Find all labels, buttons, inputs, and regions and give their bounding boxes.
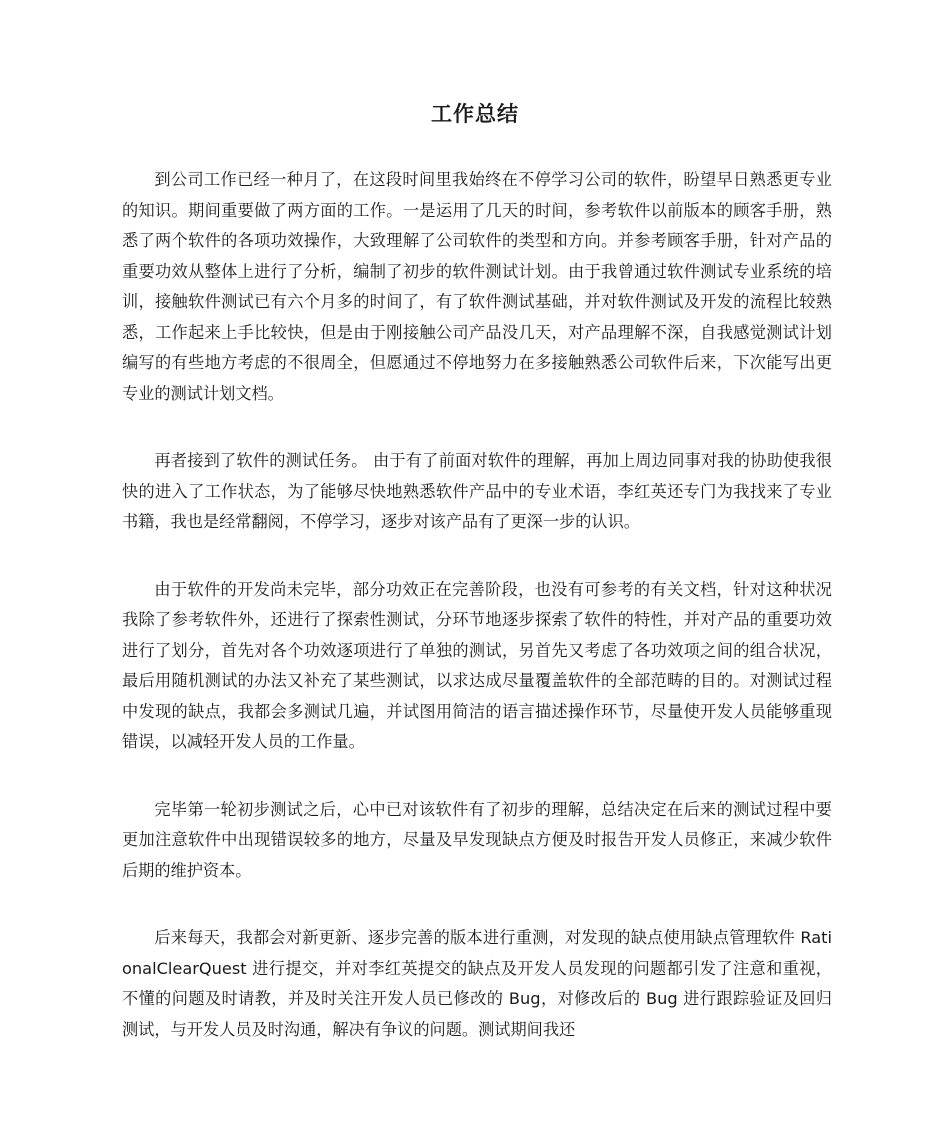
paragraph-5: 后来每天，我都会对新更新、逐步完善的版本进行重测，对发现的缺点使用缺点管理软件 RationalClearQuest 进行提交，并对李红英提交的缺点及开发人员发现的问题都引发了注意和重视，不懂的问题及时请教，并及时关注开发人员已修改的 Bug，对修改后的 Bug 进行跟踪验证及回归测试，与开发人员及时沟通，解决有争议的问题。测试期间我还 xyxy=(122,928,832,1039)
document-body xyxy=(122,165,832,1082)
paragraph-1: 到公司工作已经一种月了，在这段时间里我始终在不停学习公司的软件，盼望早日熟悉更专业的知识。期间重要做了两方面的工作。一是运用了几天的时间，参考软件以前版本的顾客手册，熟悉了两个软件的各项功效操作，大致理解了公司软件的类型和方向。并参考顾客手册，针对产品的重要功效从整体上进行了分析，编制了初步的软件测试计划。由于我曾通过软件测试专业系统的培训，接触软件测试已有六个月多的时间了，有了软件测试基础，并对软件测试及开发的流程比较熟悉，工作起来上手比较快，但是由于刚接触公司产品没几天，对产品理解不深，自我感觉测试计划编写的有些地方考虑的不很周全，但愿通过不停地努力在多接触熟悉公司软件后来，下次能写出更专业的测试计划文档。 xyxy=(122,170,832,403)
document-title: 工作总结 xyxy=(431,102,519,126)
paragraph-3: 由于软件的开发尚未完毕，部分功效正在完善阶段，也没有可参考的有关文档，针对这种状况我除了参考软件外，还进行了探索性测试，分环节地逐步探索了软件的特性，并对产品的重要功效进行了划分，首先对各个功效逐项进行了单独的测试，另首先又考虑了各功效项之间的组合状况，最后用随机测试的办法又补充了某些测试，以求达成尽量覆盖软件的全部范畴的目的。对测试过程中发现的缺点，我都会多测试几遍，并试图用简洁的语言描述操作环节，尽量使开发人员能够重现错误，以减轻开发人员的工作量。 xyxy=(122,579,832,751)
paragraph-2: 再者接到了软件的测试任务。 由于有了前面对软件的理解，再加上周边同事对我的协助使我很快的进入了工作状态，为了能够尽快地熟悉软件产品中的专业术语，李红英还专门为我找来了专业书籍，我也是经常翻阅，不停学习，逐步对该产品有了更深一步的认识。 xyxy=(122,451,832,531)
paragraph-4: 完毕第一轮初步测试之后，心中已对该软件有了初步的理解，总结决定在后来的测试过程中要更加注意软件中出现错误较多的地方，尽量及早发现缺点方便及时报告开发人员修正，来减少软件后期的维护资本。 xyxy=(122,799,832,880)
